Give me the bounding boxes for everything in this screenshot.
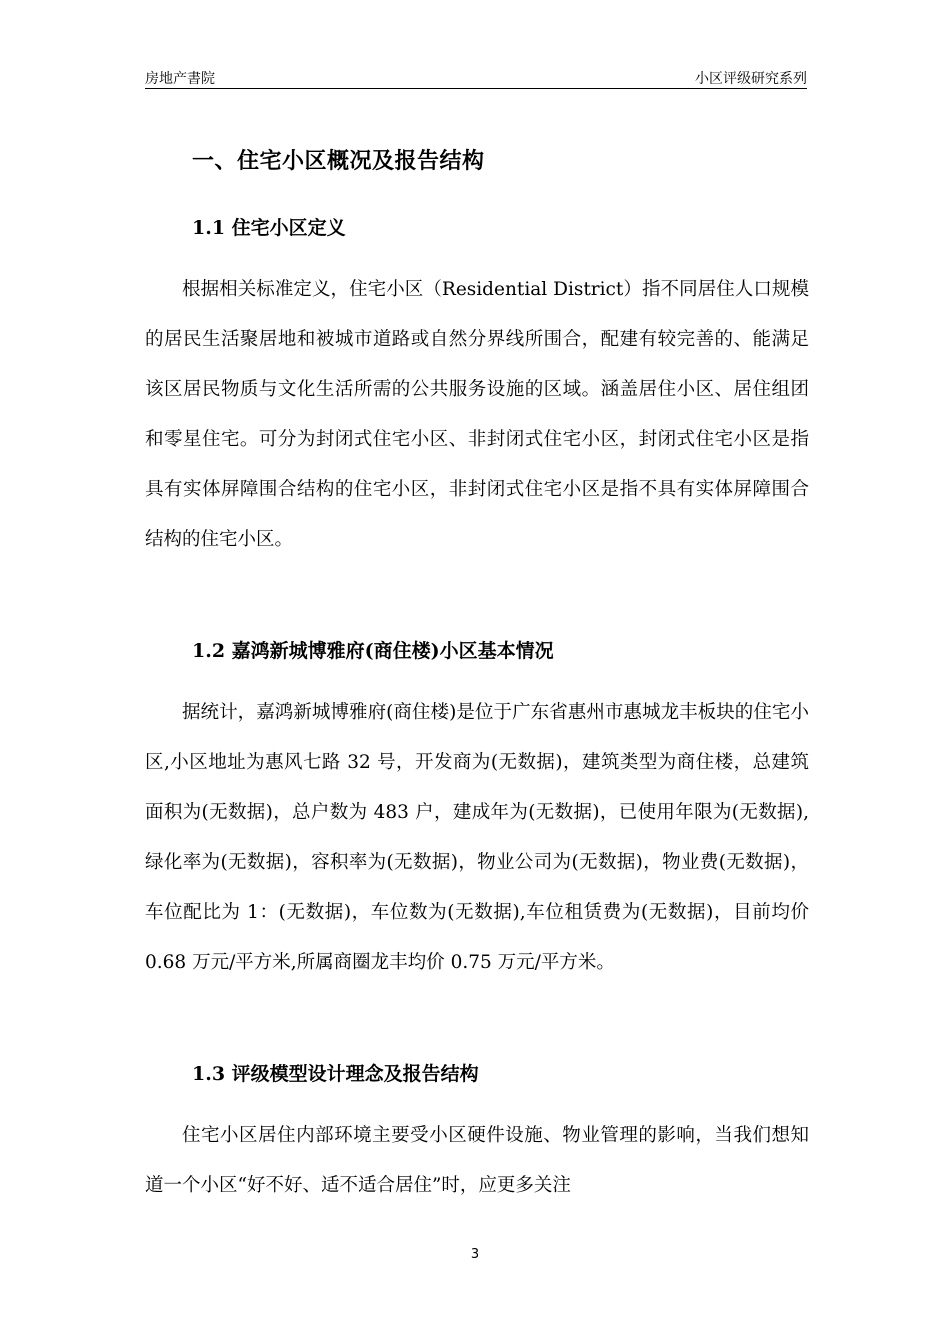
section-1-2-paragraph: 据统计，嘉鸿新城博雅府(商住楼)是位于广东省惠州市惠城龙丰板块的住宅小区,小区地址为惠风七路 32 号，开发商为(无数据)，建筑类型为商住楼，总建筑面积为(无数据)，总户数为 483 户，建成年为(无数据)，已使用年限为(无数据),绿化率为(无数据)，容积率为(无数据)，物业公司为(无数据)，物业费(无数据)，车位配比为 1：(无数据)，车位数为(无数据),车位租赁费为(无数据)，目前均价 0.68 万元/平方米,所属商圈龙丰均价 0.75 万元/平方米。 [145, 702, 809, 973]
header-publisher: 房地产書院 [145, 71, 215, 87]
header-series-title: 小区评级研究系列 [695, 71, 807, 87]
section-1-1-paragraph: 根据相关标准定义，住宅小区（Residential District）指不同居住人口规模的居民生活聚居地和被城市道路或自然分界线所围合，配建有较完善的、能满足该区居民物质与文化生活所需的公共服务设施的区域。涵盖居住小区、居住组团和零星住宅。可分为封闭式住宅小区、非封闭式住宅小区，封闭式住宅小区是指具有实体屏障围合结构的住宅小区，非封闭式住宅小区是指不具有实体屏障围合结构的住宅小区。 [145, 279, 809, 550]
section-1-2-title: 1.2 嘉鸿新城博雅府(商住楼)小区基本情况 [192, 640, 554, 662]
chapter-title: 一、住宅小区概况及报告结构 [192, 148, 485, 174]
page-number: 3 [470, 1247, 480, 1262]
section-1-3-paragraph: 住宅小区居住内部环境主要受小区硬件设施、物业管理的影响，当我们想知道一个小区“好不好、适不适合居住”时，应更多关注 [145, 1125, 809, 1196]
section-1-3-title: 1.3 评级模型设计理念及报告结构 [192, 1063, 479, 1085]
page-header [145, 66, 807, 89]
section-1-1-title: 1.1 住宅小区定义 [192, 217, 346, 239]
